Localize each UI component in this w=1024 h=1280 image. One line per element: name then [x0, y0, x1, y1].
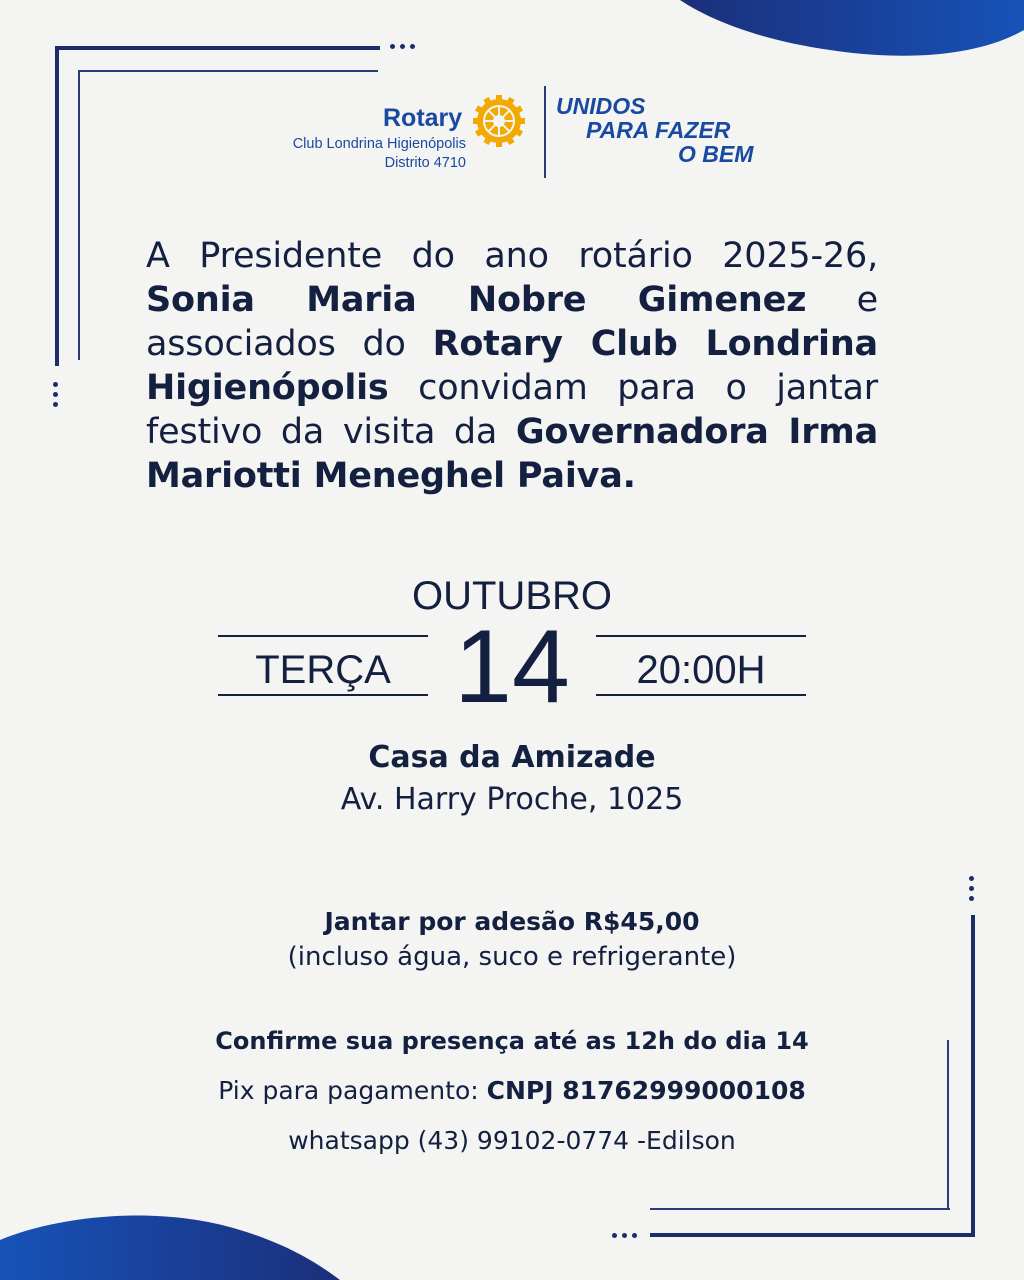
club-name: Club Londrina Higienópolis: [292, 136, 466, 152]
invitation-text: [146, 234, 878, 498]
intro-text: convidam para o jantar festivo da visita da: [146, 368, 878, 452]
president-name: Sonia Maria Nobre Gimenez: [146, 280, 807, 320]
dots-icon: [390, 44, 415, 49]
frame-line: [55, 46, 59, 366]
frame-line: [78, 70, 378, 72]
slogan-line: UNIDOS: [556, 93, 646, 119]
rsvp-deadline: Confirme sua presença até as 12h do dia 14: [215, 1027, 809, 1055]
pix-cnpj: CNPJ 81762999000108: [486, 1076, 806, 1105]
price-note: (incluso água, suco e refrigerante): [287, 942, 737, 972]
event-venue: Casa da Amizade: [368, 740, 656, 775]
governor-name: Governadora Irma Mariotti Meneghel Paiva.: [146, 412, 879, 496]
frame-line: [78, 70, 80, 360]
divider-line: [596, 694, 806, 696]
frame-line: [650, 1208, 950, 1210]
pix-label: Pix para pagamento:: [218, 1076, 479, 1105]
event-month: OUTUBRO: [412, 574, 612, 618]
divider-line: [596, 635, 806, 637]
top-right-wave: [680, 0, 1024, 62]
intro-text: e associados do: [146, 280, 878, 364]
event-time: 20:00H: [636, 648, 766, 692]
district-label: Distrito 4710: [384, 155, 466, 171]
event-weekday: TERÇA: [255, 648, 391, 692]
slogan-line: PARA FAZER: [586, 117, 731, 143]
bottom-left-wave: [0, 1210, 340, 1280]
dots-icon: [612, 1233, 637, 1238]
club-full-name: Rotary Club Londrina Higienópolis: [146, 324, 878, 408]
event-day: 14: [454, 609, 570, 725]
rotary-wheel-icon: [472, 94, 526, 148]
divider-line: [218, 635, 428, 637]
whatsapp-contact: whatsapp (43) 99102-0774 -Edilson: [288, 1126, 736, 1155]
rotary-wordmark: Rotary: [383, 104, 463, 132]
frame-line: [650, 1233, 975, 1237]
slogan: [556, 94, 753, 166]
pix-payment: [0, 1076, 1024, 1105]
frame-line: [947, 1040, 949, 1210]
divider-line: [218, 694, 428, 696]
dots-icon: [53, 382, 58, 407]
frame-line: [55, 46, 380, 50]
header-divider: [544, 86, 546, 178]
intro-text: A Presidente do ano rotário 2025-26,: [146, 236, 878, 276]
dinner-price: Jantar por adesão R$45,00: [324, 907, 700, 936]
event-address: Av. Harry Proche, 1025: [340, 782, 684, 817]
dots-icon: [969, 876, 974, 901]
slogan-line: O BEM: [678, 141, 754, 167]
